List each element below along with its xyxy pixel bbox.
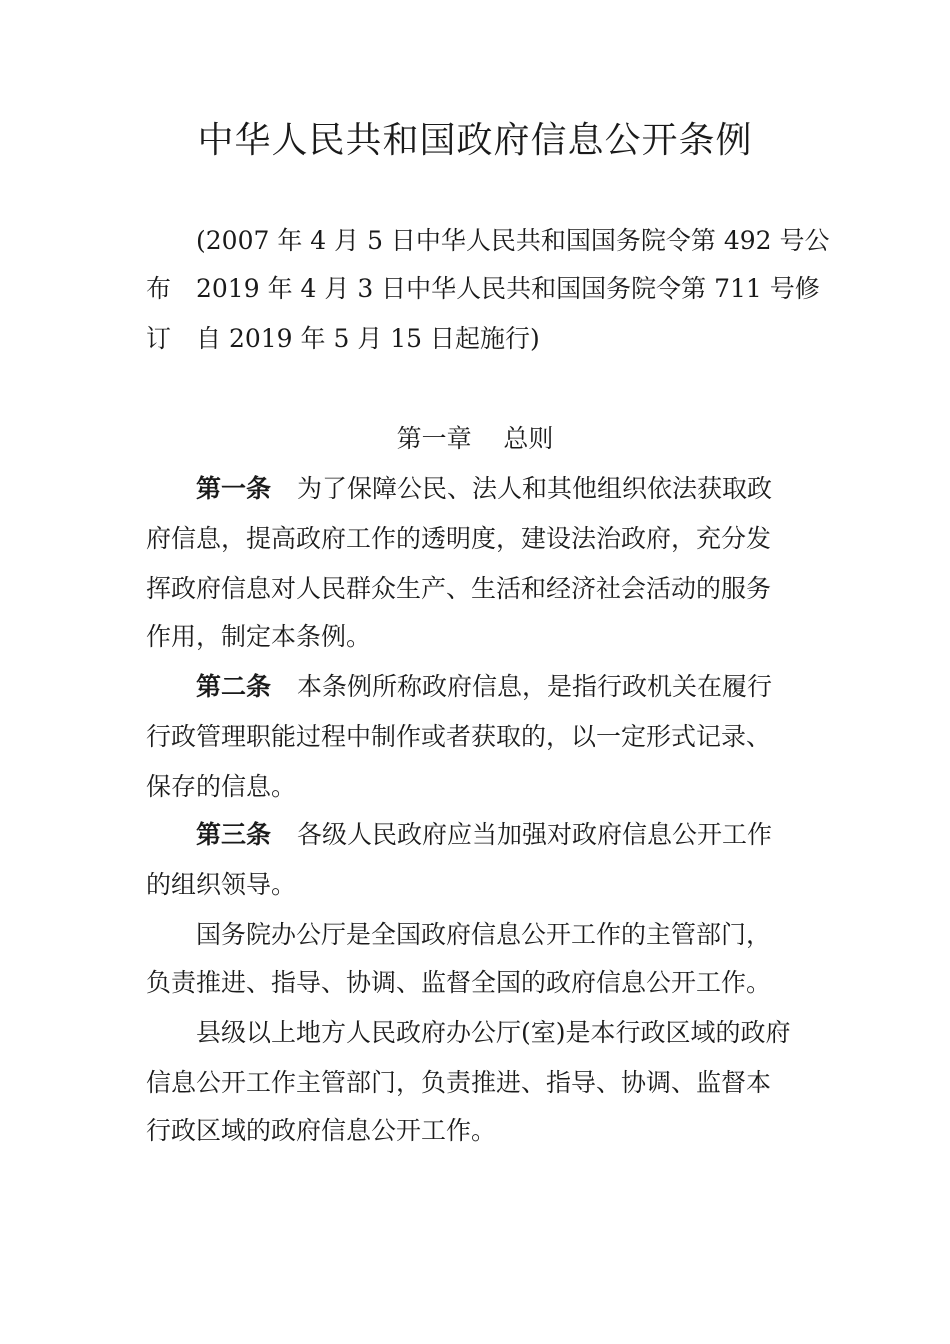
paragraph-line: 县级以上地方人民政府办公厅(室)是本行政区域的政府	[196, 1018, 791, 1047]
article-3-first-line	[196, 818, 772, 852]
issuance-line-3: 自 2019 年 5 月 15 日起施行)	[196, 324, 540, 353]
article-1-line: 挥政府信息对人民群众生产、生活和经济社会活动的服务	[146, 574, 772, 603]
article-1-label: 第一条	[196, 474, 272, 503]
chapter-heading: 第一章 总则	[396, 424, 554, 453]
article-2-text: 本条例所称政府信息，是指行政机关在履行	[297, 672, 773, 701]
article-3-line: 的组织领导。	[146, 870, 297, 899]
article-1-first-line	[196, 472, 772, 506]
issuance-line-3-prefix: 订	[146, 324, 172, 353]
article-1-text: 为了保障公民、法人和其他组织依法获取政	[297, 474, 773, 503]
paragraph-line: 行政区域的政府信息公开工作。	[146, 1116, 497, 1145]
paragraph-line: 负责推进、指导、协调、监督全国的政府信息公开工作。	[146, 968, 772, 997]
issuance-line-2: 2019 年 4 月 3 日中华人民共和国国务院令第 711 号修	[196, 274, 820, 303]
article-2-line: 行政管理职能过程中制作或者获取的，以一定形式记录、	[146, 722, 772, 751]
article-1-line: 作用，制定本条例。	[146, 622, 372, 651]
issuance-line-2-prefix: 布	[146, 274, 172, 303]
article-2-label: 第二条	[196, 672, 272, 701]
article-3-label: 第三条	[196, 820, 272, 849]
paragraph-line: 国务院办公厅是全国政府信息公开工作的主管部门，	[196, 920, 772, 949]
article-2-first-line	[196, 670, 772, 704]
issuance-line-1: (2007 年 4 月 5 日中华人民共和国国务院令第 492 号公	[196, 226, 830, 255]
paragraph-line: 信息公开工作主管部门，负责推进、指导、协调、监督本	[146, 1068, 772, 1097]
article-2-line: 保存的信息。	[146, 772, 297, 801]
article-1-line: 府信息，提高政府工作的透明度，建设法治政府，充分发	[146, 524, 772, 553]
document-title: 中华人民共和国政府信息公开条例	[197, 120, 753, 161]
article-3-text: 各级人民政府应当加强对政府信息公开工作	[297, 820, 773, 849]
